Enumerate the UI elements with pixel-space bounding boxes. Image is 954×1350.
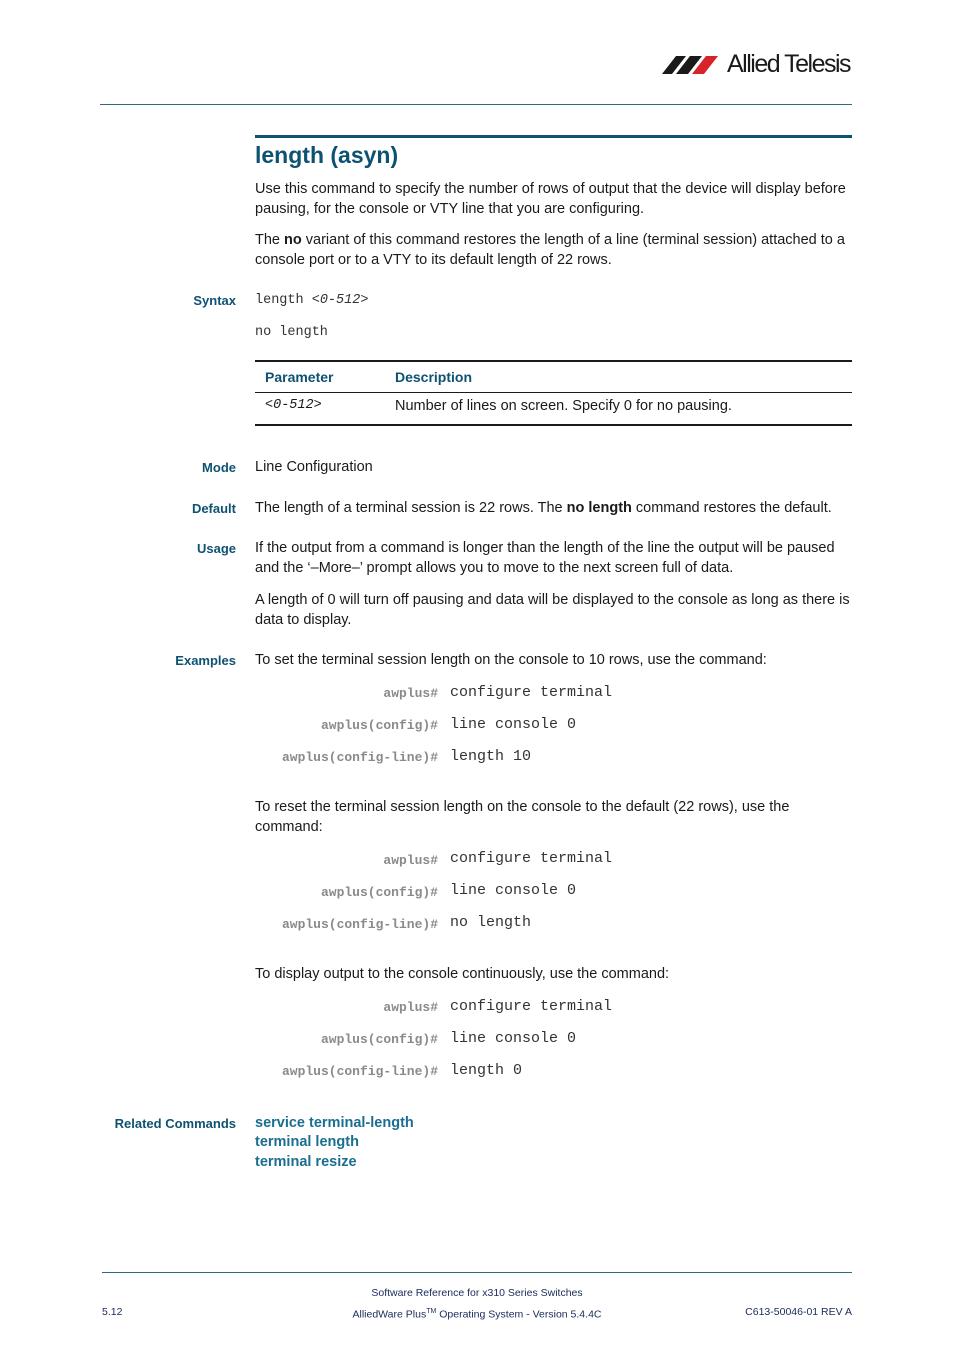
example-3-prompt-3: awplus(config-line)#	[281, 1064, 438, 1079]
footer-version: AlliedWare Plus™ Operating System - Version 5.4.4C	[352, 1308, 602, 1321]
table-cell-param: <0-512>	[265, 398, 322, 413]
example-3-cmd-1: configure terminal	[450, 998, 613, 1015]
table-header-rule	[255, 392, 852, 393]
example-2-intro: To reset the terminal session length on the console to the default (22 rows), use the command:	[255, 799, 790, 835]
mode-label: Mode	[202, 460, 236, 475]
example-2-prompt-3: awplus(config-line)#	[281, 917, 438, 932]
example-1-cmd-3: length 10	[450, 748, 532, 765]
related-link-terminal-length[interactable]: terminal length	[255, 1134, 359, 1150]
examples-label: Examples	[175, 653, 236, 668]
example-1-cmd-1: configure terminal	[450, 684, 613, 701]
example-2-cmd-3: no length	[450, 914, 532, 931]
syntax-line-1: length <0-512>	[255, 293, 369, 308]
title-bar	[255, 135, 852, 138]
no-variant-paragraph: The no variant of this command restores the length of a line (terminal session) attached to a console port or to a VTY to its default length of 22 rows.	[255, 232, 845, 268]
related-link-service-terminal-length[interactable]: service terminal-length	[255, 1115, 414, 1131]
example-2-cmd-1: configure terminal	[450, 850, 613, 867]
example-3-cmd-2: line console 0	[450, 1030, 577, 1047]
mode-value: Line Configuration	[255, 459, 373, 475]
logo-text: Allied Telesis	[727, 50, 851, 78]
table-header-parameter: Parameter	[265, 369, 334, 385]
footer-doc-id: C613-50046-01 REV A	[745, 1306, 852, 1318]
syntax-line-2: no length	[255, 325, 328, 340]
footer-page-number: 5.12	[102, 1306, 123, 1318]
example-3-cmd-3: length 0	[450, 1062, 523, 1079]
example-2-cmd-2: line console 0	[450, 882, 577, 899]
table-cell-desc: Number of lines on screen. Specify 0 for no pausing.	[395, 398, 732, 414]
example-2-prompt-2: awplus(config)#	[320, 885, 438, 900]
example-2-prompt-1: awplus#	[383, 853, 438, 868]
example-1-intro: To set the terminal session length on the console to 10 rows, use the command:	[255, 652, 767, 668]
usage-paragraph-1: If the output from a command is longer than the length of the line the output will be paused and the ‘–More–’ prompt allows you to move to the next screen full of data.	[255, 540, 835, 576]
example-1-prompt-1: awplus#	[383, 686, 438, 701]
example-3-prompt-2: awplus(config)#	[320, 1032, 438, 1047]
example-1-prompt-2: awplus(config)#	[320, 718, 438, 733]
usage-paragraph-2: A length of 0 will turn off pausing and data will be displayed to the console as long as there is data to display.	[255, 592, 850, 628]
table-top-rule	[255, 360, 852, 362]
table-header-description: Description	[395, 369, 473, 385]
example-3-intro: To display output to the console continuously, use the command:	[255, 966, 670, 982]
example-3-prompt-1: awplus#	[383, 1000, 438, 1015]
footer-title: Software Reference for x310 Series Switches	[371, 1287, 583, 1299]
example-1-prompt-3: awplus(config-line)#	[281, 750, 438, 765]
footer-rule	[102, 1272, 852, 1273]
page-title: length (asyn)	[255, 142, 399, 168]
intro-paragraph: Use this command to specify the number of rows of output that the device will display before pausing, for the console or VTY line that you are configuring.	[255, 181, 846, 217]
related-link-terminal-resize[interactable]: terminal resize	[255, 1154, 357, 1170]
example-1-cmd-2: line console 0	[450, 716, 577, 733]
header-rule	[100, 104, 852, 105]
default-value: The length of a terminal session is 22 rows. The no length command restores the default.	[255, 500, 832, 516]
default-label: Default	[191, 501, 236, 516]
related-commands-label: Related Commands	[114, 1116, 236, 1131]
syntax-label: Syntax	[193, 293, 236, 308]
table-bottom-rule	[255, 424, 852, 426]
usage-label: Usage	[196, 541, 236, 556]
